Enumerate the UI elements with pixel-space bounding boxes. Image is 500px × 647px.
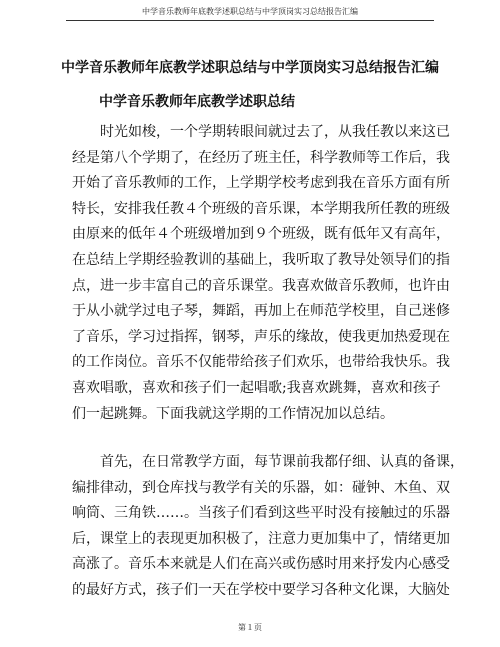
paragraph-line: 编排律动，到仓库找与教学有关的乐器，如：碰钟、木鱼、双 bbox=[72, 479, 450, 496]
paragraph-line: 于从小就学过电子琴，舞蹈，再加上在师范学校里，自己迷修 bbox=[72, 303, 450, 320]
paragraph-line: 了音乐，学习过指挥，钢琴，声乐的缘故，使我更加热爱现在 bbox=[72, 328, 450, 345]
section-title: 中学音乐教师年底教学述职总结 bbox=[99, 94, 295, 110]
paragraph-line: 由原来的低年４个班级增加到９个班级，既有低年又有高年， bbox=[72, 226, 450, 243]
running-header: 中学音乐教师年底教学述职总结与中学顶岗实习总结报告汇编 bbox=[142, 7, 358, 16]
paragraph-line: 喜欢唱歌，喜欢和孩子们一起唱歌;我喜欢跳舞，喜欢和孩子 bbox=[72, 379, 441, 396]
paragraph-line: 们一起跳舞。下面我就这学期的工作情况加以总结。 bbox=[72, 405, 394, 422]
paragraph-line: 开始了音乐教师的工作，上学期学校考虑到我在音乐方面有所 bbox=[72, 175, 450, 192]
document-title: 中学音乐教师年底教学述职总结与中学顶岗实习总结报告汇编 bbox=[61, 60, 439, 76]
page-number: 第１页 bbox=[238, 623, 262, 632]
paragraph-line: 后，课堂上的表现更加积极了，注意力更加集中了，情绪更加 bbox=[72, 530, 450, 547]
paragraph-line: 特长，安排我任教４个班级的音乐课，本学期我所任教的班级 bbox=[72, 200, 450, 217]
paragraph-line: 的最好方式，孩子们一天在学校中要学习各种文化课，大脑处 bbox=[72, 581, 450, 598]
paragraph-line: 点，进一步丰富自己的音乐课堂。我喜欢做音乐教师，也许由 bbox=[72, 277, 450, 294]
paragraph-line: 响筒、三角铁……。当孩子们看到这些平时没有接触过的乐器 bbox=[72, 505, 450, 522]
paragraph-line: 在总结上学期经验教训的基础上，我听取了教导处领导们的指 bbox=[72, 251, 450, 268]
paragraph-1 bbox=[72, 120, 450, 427]
paragraph-2 bbox=[72, 450, 464, 604]
header-divider bbox=[66, 20, 434, 21]
paragraph-line: 首先，在日常教学方面，每节课前我都仔细、认真的备课， bbox=[100, 454, 464, 470]
paragraph-line: 时光如梭，一个学期转眼间就过去了，从我任教以来这已 bbox=[100, 124, 450, 140]
paragraph-line: 的工作岗位。音乐不仅能带给孩子们欢乐，也带给我快乐。我 bbox=[72, 354, 450, 371]
paragraph-line: 高涨了。音乐本来就是人们在高兴或伤感时用来抒发内心感受 bbox=[72, 556, 450, 573]
paragraph-line: 经是第八个学期了，在经历了班主任，科学教师等工作后，我 bbox=[72, 149, 450, 166]
